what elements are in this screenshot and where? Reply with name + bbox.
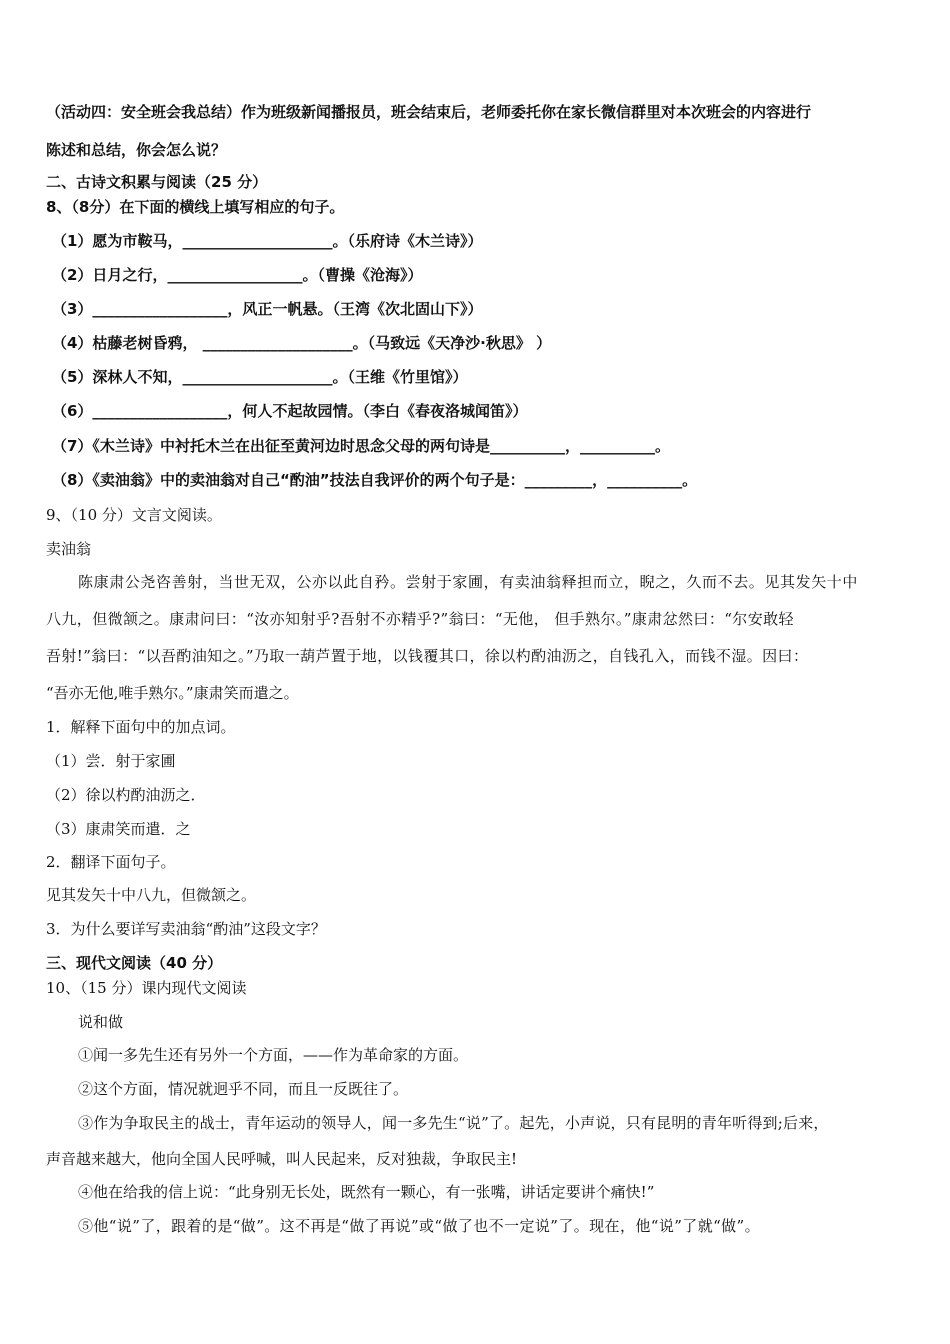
section2-heading: 二、古诗文积累与阅读（25 分） xyxy=(46,173,268,191)
q8-stem: 8、（8分）在下面的横线上填写相应的句子。 xyxy=(46,198,345,216)
section3-heading: 三、现代文阅读（40 分） xyxy=(46,954,223,972)
q8-item-8: （8）《卖油翁》中的卖油翁对自己“酌油”技法自我评价的两个句子是：_________，__________。 xyxy=(52,471,698,489)
q8-item-6: （6）__________________，何人不起故园情。（李白《春夜洛城闻笛》） xyxy=(52,402,528,420)
q9-sub-1-2: （2）徐以杓酌油沥之． xyxy=(46,786,206,804)
q9-passage-line-2: 八九，但微颔之。康肃问曰：“汝亦知射乎?吾射不亦精乎?”翁曰：“无他， 但手熟尔。”康肃忿然曰：“尔安敢轻 xyxy=(46,610,794,628)
q9-sub-1-1: （1）尝．射于家圃 xyxy=(46,752,176,770)
q9-sub-3: 3．为什么要详写卖油翁“酌油”这段文字？ xyxy=(46,920,326,938)
q10-paragraph-3-cont: 声音越来越大，他向全国人民呼喊，叫人民起来，反对独裁，争取民主! xyxy=(46,1150,518,1168)
q10-passage-title: 说和做 xyxy=(78,1013,124,1031)
q10-paragraph-1: ①闻一多先生还有另外一个方面，——作为革命家的方面。 xyxy=(78,1046,469,1064)
activity4-line2: 陈述和总结，你会怎么说？ xyxy=(46,141,227,159)
q9-passage-line-1: 陈康肃公尧咨善射，当世无双，公亦以此自矜。尝射于家圃，有卖油翁释担而立，睨之，久而不去。见其发矢十中 xyxy=(78,573,859,591)
q9-passage-line-4: “吾亦无他,唯手熟尔。”康肃笑而遣之。 xyxy=(46,684,299,702)
q8-item-7: （7）《木兰诗》中衬托木兰在出征至黄河边时思念父母的两句诗是__________，__________。 xyxy=(52,437,670,455)
q8-item-2: （2）日月之行，__________________。（曹操《沧海》） xyxy=(52,266,423,284)
q8-item-1: （1）愿为市鞍马，____________________。（乐府诗《木兰诗》） xyxy=(52,232,483,250)
q9-stem: 9、（10 分）文言文阅读。 xyxy=(46,506,222,524)
q9-sub-2: 2．翻译下面句子。 xyxy=(46,853,176,871)
q9-sub-1: 1．解释下面句中的加点词。 xyxy=(46,718,236,736)
q9-sub-1-3: （3）康肃笑而遣．之 xyxy=(46,820,191,838)
q9-passage-title: 卖油翁 xyxy=(46,540,92,558)
q10-paragraph-5: ⑤他“说”了，跟着的是“做”。这不再是“做了再说”或“做了也不一定说”了。现在，他“说”了就“做”。 xyxy=(78,1217,761,1235)
q9-sub-2-sentence: 见其发矢十中八九，但微颔之。 xyxy=(46,886,257,904)
q8-item-3: （3）__________________，风正一帆悬。（王湾《次北固山下》） xyxy=(52,300,483,318)
q8-item-5: （5）深林人不知，____________________。（王维《竹里馆》） xyxy=(52,368,468,386)
q8-item-4: （4）枯藤老树昏鸦， ____________________。（马致远《天净沙·秋思》 ） xyxy=(52,334,552,352)
q10-stem: 10、（15 分）课内现代文阅读 xyxy=(46,979,247,997)
q10-paragraph-2: ②这个方面，情况就迥乎不同，而且一反既往了。 xyxy=(78,1080,409,1098)
q9-passage-line-3: 吾射!”翁曰：“以吾酌油知之。”乃取一葫芦置于地，以钱覆其口，徐以杓酌油沥之，自钱孔入，而钱不湿。因曰： xyxy=(46,647,809,665)
activity4-line1: （活动四：安全班会我总结）作为班级新闻播报员，班会结束后，老师委托你在家长微信群里对本次班会的内容进行 xyxy=(46,103,812,121)
q10-paragraph-3: ③作为争取民主的战士，青年运动的领导人，闻一多先生“说”了。起先，小声说，只有昆明的青年听得到;后来， xyxy=(78,1114,829,1132)
q10-paragraph-4: ④他在给我的信上说：“此身别无长处，既然有一颗心，有一张嘴，讲话定要讲个痛快!” xyxy=(78,1183,655,1201)
